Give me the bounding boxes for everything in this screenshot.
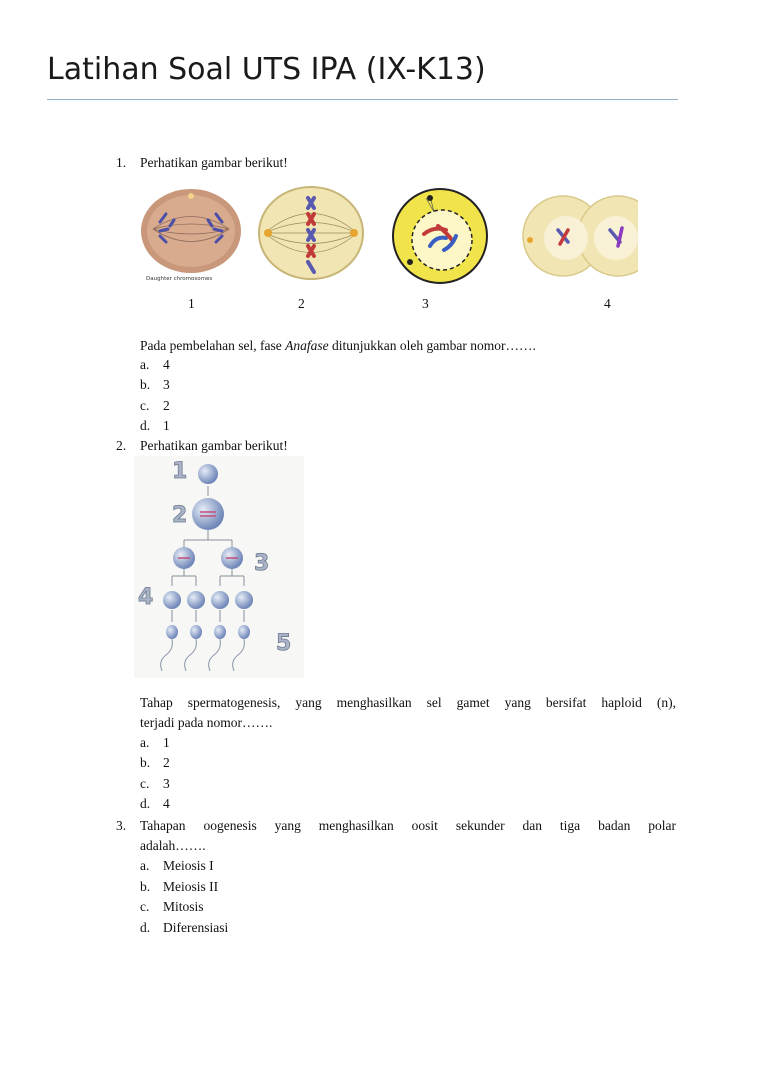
stage-label-3: 3 (254, 551, 270, 576)
q2-option-c-letter: c. (140, 776, 150, 791)
question-3-stem-line-2: adalah……. (140, 838, 206, 853)
figure-label-1: 1 (188, 296, 195, 311)
page-title: Latihan Soal UTS IPA (IX-K13) (47, 52, 486, 87)
figure-caption: Daughter chromosomes (146, 276, 213, 282)
q2-option-c[interactable]: 3 (163, 776, 170, 791)
q1-option-c-letter: c. (140, 398, 150, 413)
figure-label-4: 4 (604, 296, 611, 311)
question-1-stem: Pada pembelahan sel, fase Anafase ditunjukkan oleh gambar nomor……. (140, 338, 536, 353)
q2-option-b[interactable]: 2 (163, 755, 170, 770)
q1-option-d-letter: d. (140, 418, 151, 433)
figure-label-2: 2 (298, 296, 305, 311)
q2-option-a-letter: a. (140, 735, 150, 750)
q1-option-a[interactable]: 4 (163, 357, 170, 372)
stage-label-4: 4 (138, 585, 154, 610)
q2-option-b-letter: b. (140, 755, 151, 770)
q2-option-d[interactable]: 4 (163, 796, 170, 811)
cell-image-2 (259, 187, 363, 279)
q1-option-a-letter: a. (140, 357, 150, 372)
question-1-number: 1. (116, 155, 127, 170)
cell-image-4 (523, 196, 638, 276)
q3-option-a-letter: a. (140, 858, 150, 873)
title-underline (47, 99, 678, 100)
q3-option-c-letter: c. (140, 899, 150, 914)
cell-image-3 (393, 189, 487, 283)
question-2-stem-line-2: terjadi pada nomor……. (140, 715, 273, 730)
q1-option-b[interactable]: 3 (163, 377, 170, 392)
spermatogenesis-diagram (134, 456, 304, 678)
cell-image-1 (141, 189, 241, 282)
q1-option-d[interactable]: 1 (163, 418, 170, 433)
q3-option-b[interactable]: Meiosis II (163, 879, 219, 894)
q2-option-a[interactable]: 1 (163, 735, 170, 750)
cell-division-figure (138, 184, 638, 292)
q3-option-a[interactable]: Meiosis I (163, 858, 214, 873)
q2-option-d-letter: d. (140, 796, 151, 811)
question-2-number: 2. (116, 438, 127, 453)
question-1-prompt: Perhatikan gambar berikut! (140, 155, 288, 170)
stage-label-5: 5 (276, 631, 292, 656)
stage-label-2: 2 (172, 503, 188, 528)
q3-option-d[interactable]: Diferensiasi (163, 920, 229, 935)
question-3-number: 3. (116, 818, 127, 833)
question-2-prompt: Perhatikan gambar berikut! (140, 438, 288, 453)
q3-option-d-letter: d. (140, 920, 151, 935)
q1-option-c[interactable]: 2 (163, 398, 170, 413)
q3-option-c[interactable]: Mitosis (163, 899, 204, 914)
figure-label-3: 3 (422, 296, 429, 311)
question-2-stem-line-1: Tahap spermatogenesis, yang menghasilkan sel gamet yang bersifat haploid (n), (140, 695, 676, 710)
stage-label-1: 1 (172, 459, 188, 484)
q1-option-b-letter: b. (140, 377, 151, 392)
q3-option-b-letter: b. (140, 879, 151, 894)
question-3-stem-line-1: Tahapan oogenesis yang menghasilkan oosit sekunder dan tiga badan polar (140, 818, 676, 833)
